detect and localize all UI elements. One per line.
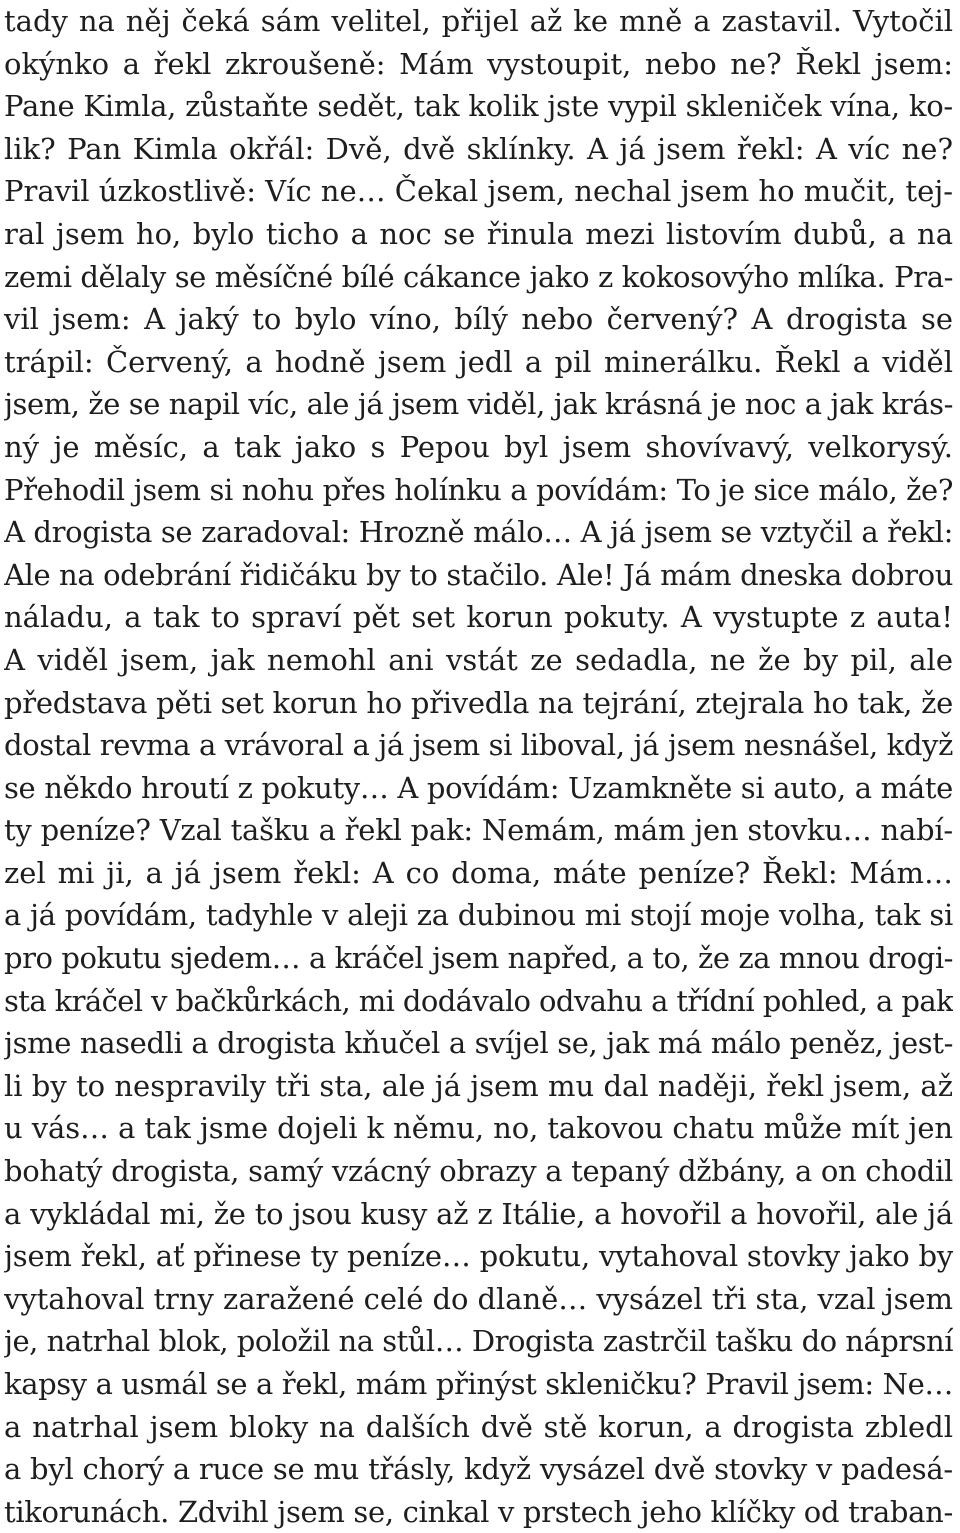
text-line: a natrhal jsem bloky na dalších dvě stě korun, a drogista zbledl [4, 1409, 953, 1444]
text-line: A viděl jsem, jak nemohl ani vstát ze sedadla, ne že by pil, ale [4, 642, 953, 677]
text-line: a já povídám, tadyhle v aleji za dubinou mi stojí moje volha, tak si [4, 898, 953, 933]
text-line: tady na něj čeká sám velitel, přijel až ke mně a zastavil. Vytočil [4, 4, 953, 38]
text-line: u vás… a tak jsme dojeli k němu, no, takovou chatu může mít jen [4, 1111, 953, 1146]
text-line: dostal revma a vrávoral a já jsem si liboval, já jsem nesnášel, když [4, 728, 953, 763]
text-line: zel mi ji, a já jsem řekl: A co doma, máte peníze? Řekl: Mám… [4, 855, 953, 890]
text-line: Pravil úzkostlivě: Víc ne… Čekal jsem, nechal jsem ho mučit, tej- [4, 174, 953, 209]
text-line: ný je měsíc, a tak jako s Pepou byl jsem shovívavý, velkorysý. [4, 429, 953, 464]
text-line: jsem, že se napil víc, ale já jsem viděl, jak krásná je noc a jak krás- [4, 387, 953, 422]
body-text [4, 0, 953, 1533]
text-line: Přehodil jsem si nohu přes holínku a povídám: To je sice málo, že? [4, 472, 953, 507]
text-line: Ale na odebrání řidičáku by to stačilo. Ale! Já mám dneska dobrou [4, 557, 953, 592]
text-line: pro pokutu sjedem… a kráčel jsem napřed, a to, že za mnou drogi- [4, 941, 953, 976]
text-line: a vykládal mi, že to jsou kusy až z Itálie, a hovořil a hovořil, ale já [4, 1196, 953, 1231]
text-line: vytahoval trny zaražené celé do dlaně… vysázel tři sta, vzal jsem [4, 1281, 953, 1316]
text-line: ral jsem ho, bylo ticho a noc se řinula mezi listovím dubů, a na [4, 216, 953, 251]
text-line: lik? Pan Kimla okřál: Dvě, dvě sklínky. A já jsem řekl: A víc ne? [4, 131, 953, 166]
text-line: jsem řekl, ať přinese ty peníze… pokutu, vytahoval stovky jako by [4, 1239, 953, 1274]
text-line: vil jsem: A jaký to bylo víno, bílý nebo červený? A drogista se [4, 302, 953, 337]
text-line: a byl chorý a ruce se mu třásly, když vysázel dvě stovky v padesá- [4, 1452, 953, 1487]
text-line: li by to nespravily tři sta, ale já jsem mu dal naději, řekl jsem, až [4, 1068, 953, 1103]
text-line: Pane Kimla, zůstaňte sedět, tak kolik jste vypil skleniček vína, ko- [4, 89, 953, 124]
text-line: ty peníze? Vzal tašku a řekl pak: Nemám, mám jen stovku… nabí- [4, 813, 953, 848]
text-line: zemi dělaly se měsíčné bílé cákance jako z kokosovýho mlíka. Pra- [4, 259, 953, 294]
text-line: je, natrhal blok, položil na stůl… Drogista zastrčil tašku do náprsní [4, 1324, 953, 1359]
text-line: se někdo hroutí z pokuty… A povídám: Uzamkněte si auto, a máte [4, 770, 953, 805]
text-line: představa pěti set korun ho přivedla na tejrání, ztejrala ho tak, že [4, 685, 953, 720]
text-line: A drogista se zaradoval: Hrozně málo… A já jsem se vztyčil a řekl: [4, 515, 953, 550]
text-line: okýnko a řekl zkroušeně: Mám vystoupit, nebo ne? Řekl jsem: [4, 46, 953, 81]
text-line: sta kráčel v bačkůrkách, mi dodávalo odvahu a třídní pohled, a pak [4, 983, 953, 1018]
text-line: kapsy a usmál se a řekl, mám přinýst skleničku? Pravil jsem: Ne… [4, 1367, 953, 1401]
text-line: bohatý drogista, samý vzácný obrazy a tepaný džbány, a on chodil [4, 1154, 953, 1189]
text-line: náladu, a tak to spraví pět set korun pokuty. A vystupte z auta! [4, 600, 953, 635]
text-line: jsme nasedli a drogista kňučel a svíjel se, jak má málo peněz, jest- [4, 1026, 953, 1061]
text-line: tikorunách. Zdvihl jsem se, cinkal v prstech jeho klíčky od traban- [4, 1494, 953, 1529]
text-line: trápil: Červený, a hodně jsem jedl a pil minerálku. Řekl a viděl [4, 344, 953, 379]
